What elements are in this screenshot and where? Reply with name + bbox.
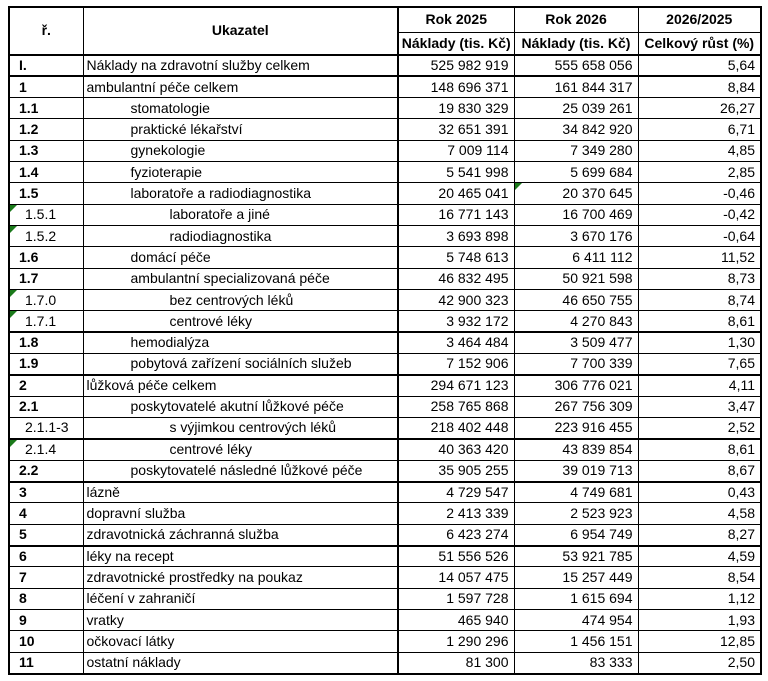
table-row [9,503,761,524]
table-row [9,482,761,503]
indicator-cell: očkovací látky [83,631,398,652]
indicator-cell: domácí péče [83,247,398,268]
value-2025-cell: 148 696 371 [398,76,514,97]
value-2025-cell: 3 932 172 [398,311,514,332]
table-row [9,311,761,332]
header-year-2026: Rok 2026 [514,7,638,32]
indicator-cell: lůžková péče celkem [83,375,398,396]
corner-marker-icon [10,205,17,212]
growth-cell: 4,58 [638,503,761,524]
row-number-cell: 1.6 [9,247,83,268]
table-row [9,354,761,375]
row-number-cell: 1.4 [9,162,83,183]
row-number-cell: 4 [9,503,83,524]
value-2025-cell: 1 290 296 [398,631,514,652]
table-row [9,55,761,76]
value-2025-cell: 51 556 526 [398,546,514,567]
row-number-cell: 5 [9,524,83,545]
growth-cell: 6,71 [638,119,761,140]
corner-marker-icon [515,183,522,190]
value-2026-cell: 6 411 112 [514,247,638,268]
table-row [9,290,761,311]
value-2026-cell: 2 523 923 [514,503,638,524]
row-number-cell: 1.7 [9,268,83,289]
row-number-cell: 11 [9,652,83,673]
row-number-cell: 7 [9,567,83,588]
value-2026-cell: 7 349 280 [514,140,638,161]
indicator-cell: hemodialýza [83,332,398,353]
header-costs-2025: Náklady (tis. Kč) [398,32,514,55]
value-2025-cell: 42 900 323 [398,290,514,311]
value-2025-cell: 465 940 [398,610,514,631]
value-2025-cell: 20 465 041 [398,183,514,204]
value-2026-cell: 83 333 [514,652,638,673]
table-row [9,631,761,652]
growth-cell: 8,61 [638,439,761,460]
growth-cell: 1,12 [638,588,761,609]
value-2026-cell: 3 670 176 [514,226,638,247]
table-row [9,332,761,353]
row-number-cell: 1.1 [9,98,83,119]
value-2026-cell: 43 839 854 [514,439,638,460]
table-body [9,55,761,674]
corner-marker-icon [10,440,17,447]
header-row-number: ř. [9,7,83,55]
indicator-cell: léky na recept [83,546,398,567]
value-2026-cell: 555 658 056 [514,55,638,76]
row-number-cell: 2.1 [9,396,83,417]
indicator-cell: laboratoře a radiodiagnostika [83,183,398,204]
value-2026-cell: 223 916 455 [514,418,638,439]
header-growth-unit: Celkový růst (%) [638,32,761,55]
indicator-cell: ostatní náklady [83,652,398,673]
growth-cell: 4,59 [638,546,761,567]
row-number-cell: 1.5.2 [9,226,83,247]
value-2026-cell: 1 456 151 [514,631,638,652]
growth-cell: 3,47 [638,396,761,417]
value-2025-cell: 294 671 123 [398,375,514,396]
table-row [9,460,761,481]
value-2025-cell: 218 402 448 [398,418,514,439]
growth-cell: 11,52 [638,247,761,268]
value-2026-cell: 39 019 713 [514,460,638,481]
indicator-cell: vratky [83,610,398,631]
row-number-cell: 1.2 [9,119,83,140]
value-2026-cell: 161 844 317 [514,76,638,97]
value-2025-cell: 3 464 484 [398,332,514,353]
row-number-cell: 2.1.4 [9,439,83,460]
growth-cell: -0,64 [638,226,761,247]
indicator-cell: centrové léky [83,439,398,460]
table-row [9,524,761,545]
value-2026-cell: 267 756 309 [514,396,638,417]
value-2025-cell: 5 541 998 [398,162,514,183]
indicator-cell: pobytová zařízení sociálních služeb [83,354,398,375]
value-2025-cell: 19 830 329 [398,98,514,119]
indicator-cell: praktické lékařství [83,119,398,140]
indicator-cell: s výjimkou centrových léků [83,418,398,439]
value-2025-cell: 2 413 339 [398,503,514,524]
value-2026-cell: 6 954 749 [514,524,638,545]
indicator-cell: poskytovatelé akutní lůžkové péče [83,396,398,417]
value-2025-cell: 1 597 728 [398,588,514,609]
table-row [9,652,761,673]
growth-cell: 5,64 [638,55,761,76]
table-row [9,610,761,631]
value-2025-cell: 3 693 898 [398,226,514,247]
growth-cell: 8,61 [638,311,761,332]
value-2025-cell: 5 748 613 [398,247,514,268]
value-2025-cell: 4 729 547 [398,482,514,503]
table-row [9,268,761,289]
table-row [9,546,761,567]
indicator-cell: laboratoře a jiné [83,204,398,225]
corner-marker-icon [10,226,17,233]
growth-cell: 0,43 [638,482,761,503]
value-2026-cell: 4 270 843 [514,311,638,332]
indicator-cell: gynekologie [83,140,398,161]
table-row [9,204,761,225]
indicator-cell: zdravotnické prostředky na poukaz [83,567,398,588]
growth-cell: 8,67 [638,460,761,481]
value-2025-cell: 81 300 [398,652,514,673]
indicator-cell: ambulantní péče celkem [83,76,398,97]
header-growth: 2026/2025 [638,7,761,32]
table-row [9,140,761,161]
growth-cell: 8,74 [638,290,761,311]
value-2025-cell: 46 832 495 [398,268,514,289]
table-row [9,588,761,609]
indicator-cell: lázně [83,482,398,503]
row-number-cell: 1.8 [9,332,83,353]
row-number-cell: 3 [9,482,83,503]
growth-cell: 2,85 [638,162,761,183]
value-2026-cell: 15 257 449 [514,567,638,588]
indicator-cell: dopravní služba [83,503,398,524]
table-row [9,567,761,588]
value-2026-cell: 16 700 469 [514,204,638,225]
corner-marker-icon [10,290,17,297]
cost-table [8,6,762,675]
header-indicator: Ukazatel [83,7,398,55]
value-2026-cell: 20 370 645 [514,183,638,204]
row-number-cell: 1.9 [9,354,83,375]
table-row [9,439,761,460]
row-number-cell: 6 [9,546,83,567]
growth-cell: 7,65 [638,354,761,375]
row-number-cell: 1 [9,76,83,97]
growth-cell: 2,52 [638,418,761,439]
value-2026-cell: 4 749 681 [514,482,638,503]
value-2026-cell: 53 921 785 [514,546,638,567]
value-2026-cell: 46 650 755 [514,290,638,311]
growth-cell: 4,85 [638,140,761,161]
growth-cell: 2,50 [638,652,761,673]
table-row [9,183,761,204]
value-2025-cell: 40 363 420 [398,439,514,460]
value-2025-cell: 6 423 274 [398,524,514,545]
table-row [9,247,761,268]
growth-cell: 4,11 [638,375,761,396]
growth-cell: 26,27 [638,98,761,119]
table-row [9,119,761,140]
growth-cell: 8,27 [638,524,761,545]
value-2025-cell: 7 152 906 [398,354,514,375]
indicator-cell: Náklady na zdravotní služby celkem [83,55,398,76]
value-2026-cell: 474 954 [514,610,638,631]
indicator-cell: zdravotnická záchranná služba [83,524,398,545]
indicator-cell: radiodiagnostika [83,226,398,247]
row-number-cell: 2.1.1-3 [9,418,83,439]
value-2025-cell: 14 057 475 [398,567,514,588]
growth-cell: 8,54 [638,567,761,588]
row-number-cell: 2 [9,375,83,396]
value-2026-cell: 306 776 021 [514,375,638,396]
row-number-cell: 9 [9,610,83,631]
header-costs-2026: Náklady (tis. Kč) [514,32,638,55]
row-number-cell: 1.5.1 [9,204,83,225]
value-2026-cell: 3 509 477 [514,332,638,353]
table-header [9,7,761,55]
table-row [9,98,761,119]
row-number-cell: 1.7.0 [9,290,83,311]
value-2025-cell: 32 651 391 [398,119,514,140]
table-row [9,375,761,396]
header-year-2025: Rok 2025 [398,7,514,32]
value-2026-cell: 7 700 339 [514,354,638,375]
value-2026-cell: 34 842 920 [514,119,638,140]
row-number-cell: 2.2 [9,460,83,481]
value-2026-cell: 25 039 261 [514,98,638,119]
growth-cell: 12,85 [638,631,761,652]
value-2026-cell: 5 699 684 [514,162,638,183]
indicator-cell: fyzioterapie [83,162,398,183]
value-2026-cell: 50 921 598 [514,268,638,289]
growth-cell: 1,30 [638,332,761,353]
table-row [9,418,761,439]
growth-cell: 1,93 [638,610,761,631]
value-2025-cell: 16 771 143 [398,204,514,225]
table-row [9,226,761,247]
growth-cell: -0,42 [638,204,761,225]
indicator-cell: ambulantní specializovaná péče [83,268,398,289]
row-number-cell: 10 [9,631,83,652]
value-2025-cell: 525 982 919 [398,55,514,76]
row-number-cell: 1.7.1 [9,311,83,332]
row-number-cell: I. [9,55,83,76]
table-row [9,396,761,417]
value-2025-cell: 258 765 868 [398,396,514,417]
indicator-cell: centrové léky [83,311,398,332]
indicator-cell: léčení v zahraničí [83,588,398,609]
table-row [9,162,761,183]
value-2025-cell: 35 905 255 [398,460,514,481]
row-number-cell: 1.3 [9,140,83,161]
row-number-cell: 1.5 [9,183,83,204]
growth-cell: -0,46 [638,183,761,204]
indicator-cell: bez centrových léků [83,290,398,311]
value-2025-cell: 7 009 114 [398,140,514,161]
growth-cell: 8,84 [638,76,761,97]
row-number-cell: 8 [9,588,83,609]
value-2026-cell: 1 615 694 [514,588,638,609]
indicator-cell: stomatologie [83,98,398,119]
table-row [9,76,761,97]
corner-marker-icon [10,311,17,318]
indicator-cell: poskytovatelé následné lůžkové péče [83,460,398,481]
growth-cell: 8,73 [638,268,761,289]
